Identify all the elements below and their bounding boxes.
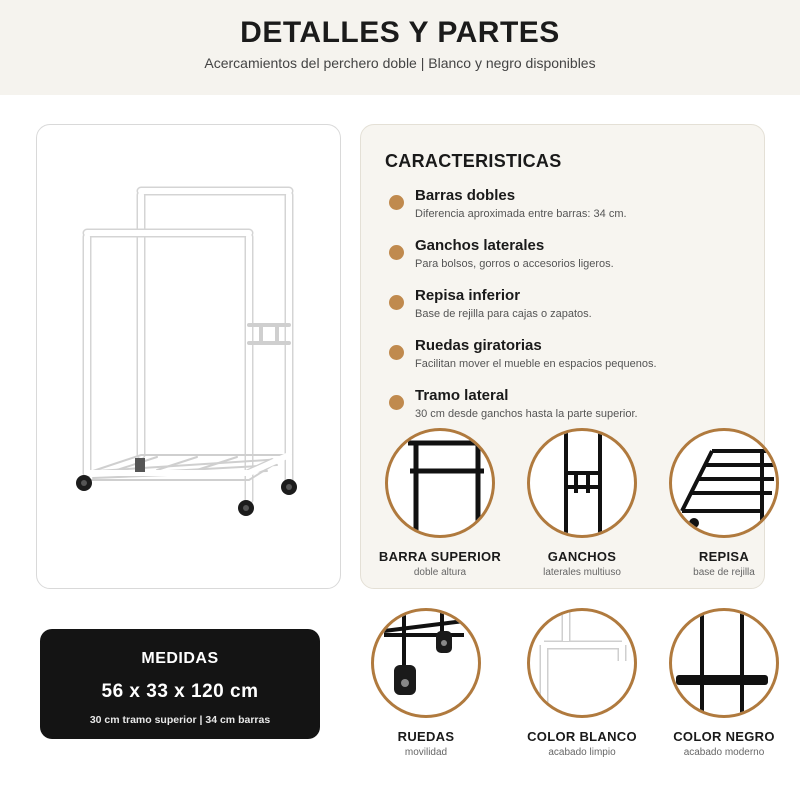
detail-sublabel: doble altura [413,567,467,578]
detail-ganchos [517,428,647,578]
feature-item-tramo [385,387,755,427]
feature-item-ruedas [385,337,755,377]
page-title: DETALLES Y PARTES [240,16,560,49]
hooks-closeup-icon [527,428,637,538]
detail-sublabel: acabado limpio [548,747,616,758]
bullet-dot-icon [389,295,404,310]
wheels-closeup-icon [371,608,481,718]
detail-label: GANCHOS [547,549,617,564]
product-image-card [36,124,341,589]
feature-title: Ruedas giratorias [415,337,542,354]
feature-title: Ganchos laterales [415,237,545,254]
feature-description: Facilitan mover el mueble en espacios pequenos. [415,358,657,370]
detail-barra-superior [375,428,505,578]
bullet-dot-icon [389,195,404,210]
measurements-dimensions: 56 x 33 x 120 cm [101,681,259,702]
detail-sublabel: laterales multiuso [543,567,621,578]
detail-color-negro [659,608,789,758]
detail-ruedas [361,608,491,758]
clothes-rack-image [37,125,342,590]
detail-sublabel: acabado moderno [683,747,765,758]
detail-sublabel: movilidad [404,747,448,758]
feature-title: Barras dobles [415,187,516,204]
shelf-closeup-icon [669,428,779,538]
detail-label: RUEDAS [397,729,455,744]
feature-description: Base de rejilla para cajas o zapatos. [415,308,592,320]
measurements-note: 30 cm tramo superior | 34 cm barras [89,714,271,726]
feature-description: Diferencia aproximada entre barras: 34 cm. [415,208,627,220]
feature-title: Repisa inferior [415,287,521,304]
page-subtitle: Acercamientos del perchero doble | Blanco y negro disponibles [204,55,596,71]
white-frame-closeup-icon [527,608,637,718]
feature-item-ganchos [385,237,755,277]
feature-title: Tramo lateral [415,387,509,404]
detail-label: BARRA SUPERIOR [378,549,502,564]
detail-label: COLOR BLANCO [527,729,637,744]
black-frame-closeup-icon [669,608,779,718]
measurements-panel [40,629,320,739]
feature-description: Para bolsos, gorros o accesorios ligeros. [415,258,614,270]
page-header [0,0,800,95]
features-title: CARACTERISTICAS [385,151,562,171]
detail-label: REPISA [698,549,750,564]
feature-item-barras [385,187,755,227]
detail-color-blanco [517,608,647,758]
feature-description: 30 cm desde ganchos hasta la parte superior. [415,408,638,420]
measurements-title: MEDIDAS [141,650,219,667]
bullet-dot-icon [389,245,404,260]
detail-sublabel: base de rejilla [693,567,755,578]
bullet-dot-icon [389,345,404,360]
top-bar-closeup-icon [385,428,495,538]
feature-item-repisa [385,287,755,327]
detail-label: COLOR NEGRO [673,729,775,744]
bullet-dot-icon [389,395,404,410]
detail-repisa [659,428,789,578]
